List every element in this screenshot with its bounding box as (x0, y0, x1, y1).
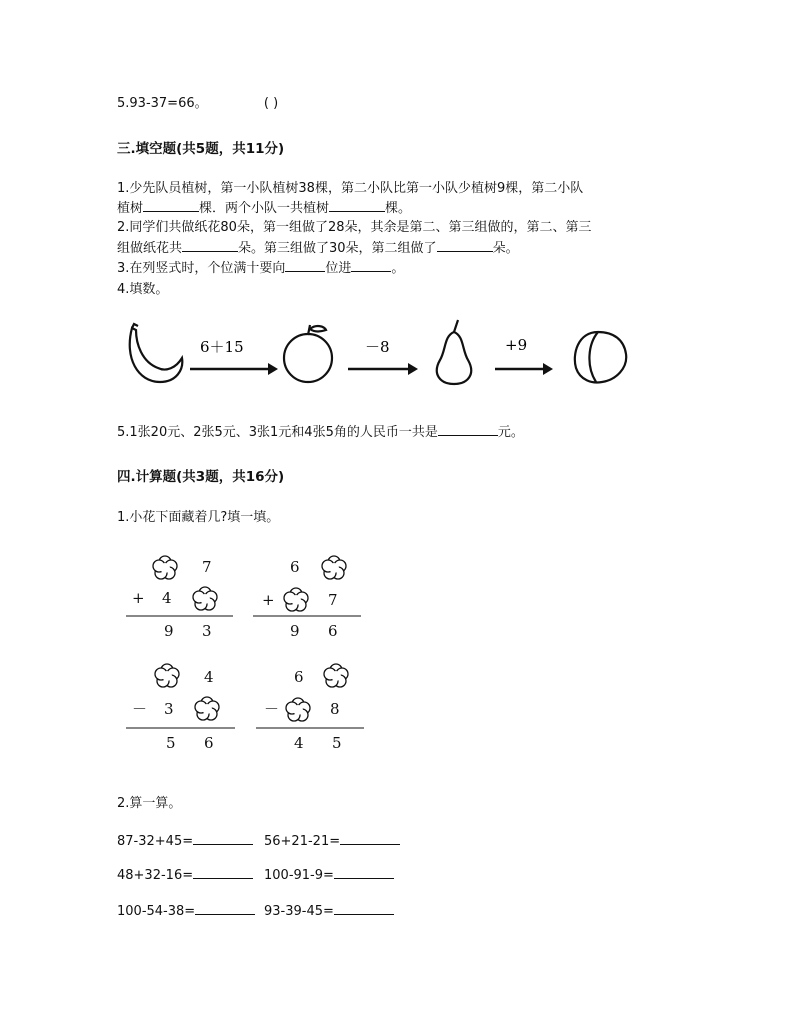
text: 朵。 (492, 241, 519, 256)
arrow-head-icon (543, 363, 553, 375)
puzzle-3 (126, 664, 235, 752)
peach-icon (575, 332, 626, 382)
expression: 56+21-21= (264, 834, 341, 849)
apple-icon (284, 325, 332, 382)
digit: 7 (328, 591, 338, 609)
op-label-3: +9 (505, 336, 528, 354)
fill-q3 (117, 259, 404, 278)
operator: + (262, 591, 275, 609)
digit: 5 (166, 734, 176, 752)
answer-blank[interactable] (438, 423, 498, 436)
expression: 48+32-16= (117, 868, 194, 883)
expression: 100-91-9= (264, 868, 334, 883)
answer-blank[interactable] (334, 902, 394, 915)
calc-row-2b (264, 866, 394, 883)
text: 棵．两个小队一共植树 (199, 201, 330, 216)
text: 5.1张20元、2张5元、3张1元和4张5角的人民币一共是 (117, 425, 438, 440)
expression: 93-39-45= (264, 904, 334, 919)
digit: 4 (294, 734, 304, 752)
text: 棵。 (385, 201, 412, 216)
op-label-2: －8 (365, 338, 390, 356)
pear-icon (437, 320, 471, 384)
op-label-1: 6＋15 (200, 338, 244, 356)
fill-q1-line2 (117, 199, 411, 218)
digit: 8 (330, 700, 340, 718)
arrow-head-icon (268, 363, 278, 375)
text: 。 (391, 261, 405, 276)
digit: 6 (204, 734, 214, 752)
puzzle-2 (253, 556, 361, 640)
digit: 7 (202, 558, 212, 576)
puzzle-1 (126, 556, 233, 640)
flower-puzzles-figure (118, 548, 378, 758)
fill-q4: 4.填数。 (117, 282, 169, 297)
operator: － (264, 700, 280, 718)
calc-row-3 (117, 902, 255, 919)
digit: 9 (290, 622, 300, 640)
answer-paren[interactable]: ( ) (263, 96, 279, 111)
digit: 6 (294, 668, 304, 686)
flower-icon[interactable] (193, 587, 217, 610)
calc-row-3b (264, 902, 394, 919)
digit: 5 (332, 734, 342, 752)
flower-icon[interactable] (153, 556, 177, 579)
answer-blank[interactable] (334, 866, 394, 879)
flower-icon[interactable] (286, 698, 310, 721)
text: 3.在列竖式时，个位满十要向 (117, 261, 286, 276)
answer-blank[interactable] (329, 199, 385, 212)
answer-blank[interactable] (193, 866, 253, 879)
fruit-chain-figure (120, 318, 640, 393)
banana-icon (130, 324, 183, 382)
digit: 3 (164, 700, 174, 718)
flower-icon[interactable] (155, 664, 179, 687)
flower-icon[interactable] (195, 697, 219, 720)
operator: + (132, 589, 145, 607)
text: 朵。第三组做了30朵，第二组做了 (238, 241, 437, 256)
expression: 87-32+45= (117, 834, 194, 849)
calc-row-1 (117, 832, 253, 849)
digit: 9 (164, 622, 174, 640)
flower-icon[interactable] (324, 664, 348, 687)
digit: 3 (202, 622, 212, 640)
text: 元。 (497, 425, 524, 440)
calc-q2: 2.算一算。 (117, 796, 182, 811)
flower-icon[interactable] (322, 556, 346, 579)
section-3-title: 三.填空题(共5题，共11分) (117, 141, 285, 157)
calc-row-2 (117, 866, 253, 883)
section-4-title: 四.计算题(共3题，共16分) (117, 469, 285, 485)
puzzle-4 (256, 664, 364, 752)
operator: － (132, 700, 148, 718)
answer-blank[interactable] (351, 259, 391, 272)
digit: 4 (204, 668, 214, 686)
flower-icon[interactable] (284, 588, 308, 611)
fill-q5 (117, 423, 524, 442)
answer-blank[interactable] (195, 902, 255, 915)
fill-q2-line2 (117, 239, 519, 258)
true-false-item-5 (117, 95, 278, 113)
item-text: 5.93-37=66。 (117, 96, 208, 111)
fill-q1-line1: 1.少先队员植树，第一小队植树38棵，第二小队比第一小队少植树9棵，第二小队 (117, 181, 584, 196)
digit: 6 (328, 622, 338, 640)
text: 植树 (117, 201, 144, 216)
text: 位进 (325, 261, 352, 276)
answer-blank[interactable] (193, 832, 253, 845)
answer-blank[interactable] (182, 239, 238, 252)
digit: 4 (162, 589, 172, 607)
calc-row-1b (264, 832, 400, 849)
text: 组做纸花共 (117, 241, 183, 256)
answer-blank[interactable] (143, 199, 199, 212)
calc-q1: 1.小花下面藏着几?填一填。 (117, 510, 280, 525)
arrow-head-icon (408, 363, 418, 375)
digit: 6 (290, 558, 300, 576)
expression: 100-54-38= (117, 904, 196, 919)
fill-q2-line1: 2.同学们共做纸花80朵，第一组做了28朵，其余是第二、第三组做的，第二、第三 (117, 220, 592, 235)
answer-blank[interactable] (285, 259, 325, 272)
answer-blank[interactable] (437, 239, 493, 252)
answer-blank[interactable] (340, 832, 400, 845)
